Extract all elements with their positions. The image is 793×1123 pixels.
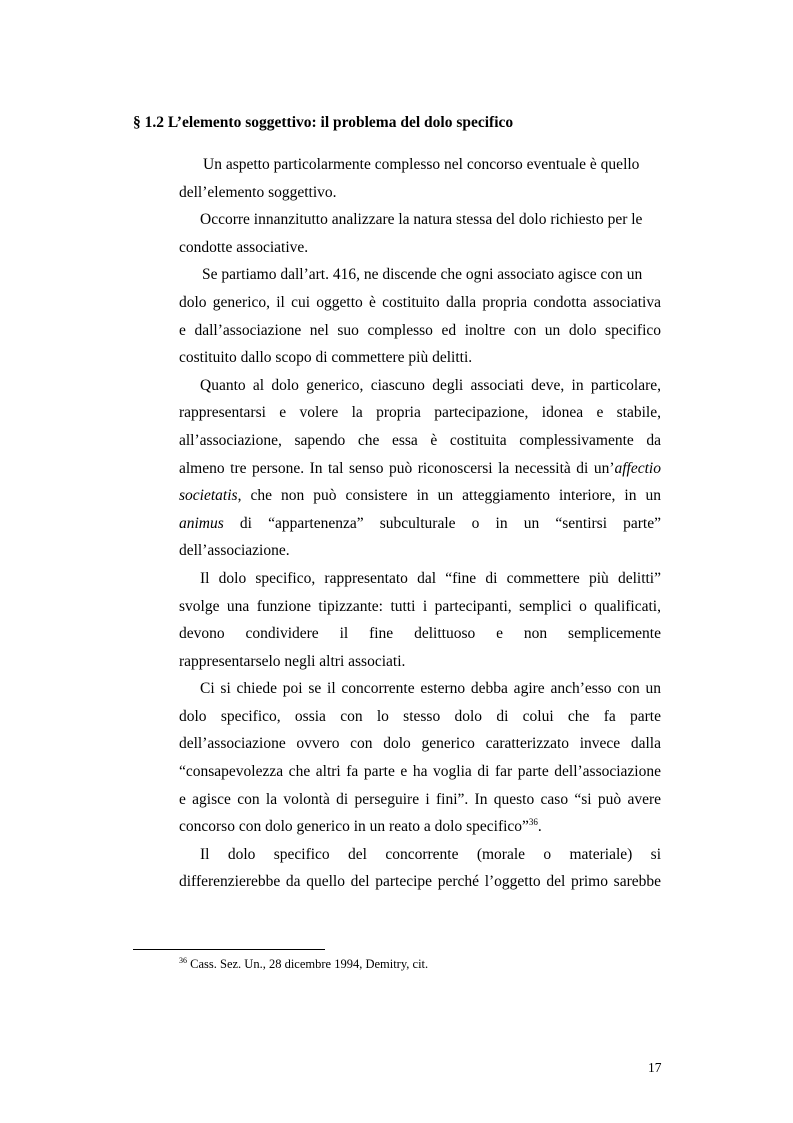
paragraph-line: dell’elemento soggettivo. (179, 183, 337, 201)
footnote-text: Cass. Sez. Un., 28 dicembre 1994, Demitry, cit. (187, 957, 429, 971)
italic-term: animus (179, 514, 224, 532)
paragraph-line: svolge una funzione tipizzante: tutti i partecipanti, semplici o qualificati, (179, 597, 661, 615)
paragraph-line: dell’associazione. (179, 542, 290, 560)
paragraph-line: costituito dallo scopo di commettere più delitti. (179, 349, 473, 367)
footnote-number: 36 (179, 955, 187, 965)
paragraph-line (179, 510, 661, 538)
paragraph-line: e dall’associazione nel suo complesso ed inoltre con un dolo specifico (179, 321, 661, 339)
paragraph-line: dolo generico, il cui oggetto è costituito dalla propria condotta associativa (179, 293, 661, 311)
paragraph-line: Ci si chiede poi se il concorrente esterno debba agire anch’esso con un (200, 680, 661, 698)
paragraph-line: “consapevolezza che altri fa parte e ha voglia di far parte dell’associazione (179, 763, 661, 781)
body-text (179, 151, 661, 896)
section-heading: § 1.2 L’elemento soggettivo: il problema del dolo specifico (133, 114, 514, 131)
italic-term: affectio (614, 459, 661, 477)
paragraph-line: Il dolo specifico del concorrente (morale o materiale) si (200, 845, 661, 863)
footnote (179, 957, 428, 972)
paragraph-line (179, 455, 661, 483)
paragraph-line: condotte associative. (179, 238, 309, 256)
paragraph-line: e agisce con la volontà di perseguire i fini”. In questo caso “si può avere (179, 790, 661, 808)
paragraph-line: dolo specifico, ossia con lo stesso dolo di colui che fa parte (179, 707, 661, 725)
paragraph-line (179, 482, 661, 510)
paragraph-line: rappresentarselo negli altri associati. (179, 652, 406, 670)
paragraph-line: rappresentarsi e volere la propria partecipazione, idonea e stabile, (179, 404, 661, 422)
paragraph-line: all’associazione, sapendo che essa è costituita complessivamente da (179, 431, 661, 449)
paragraph-line: Un aspetto particolarmente complesso nel concorso eventuale è quello (203, 156, 640, 173)
italic-term: societatis (179, 487, 238, 505)
paragraph-line: Se partiamo dall’art. 416, ne discende che ogni associato agisce con un (202, 266, 643, 284)
paragraph-line: Quanto al dolo generico, ciascuno degli associati deve, in particolare, (200, 376, 661, 394)
line-text: . (537, 818, 542, 836)
paragraph-line: Occorre innanzitutto analizzare la natura stessa del dolo richiesto per le (200, 211, 643, 229)
line-text: , che non può consistere in un atteggiamento interiore, in un (237, 487, 661, 505)
footnote-divider (133, 949, 325, 950)
paragraph-line (179, 813, 661, 841)
footnote-reference[interactable]: 36 (528, 817, 538, 828)
paragraph-line: dell’associazione ovvero con dolo generico caratterizzato invece dalla (179, 735, 661, 753)
paragraph-line: Il dolo specifico, rappresentato dal “fine di commettere più delitti” (200, 569, 661, 587)
paragraph-line: devono condividere il fine delittuoso e non semplicemente (179, 625, 661, 643)
paragraph-line: differenzierebbe da quello del partecipe perché l’oggetto del primo sarebbe (179, 873, 661, 891)
line-text: di “appartenenza” subculturale o in un “sentirsi parte” (223, 514, 661, 532)
page-number: 17 (648, 1060, 662, 1075)
line-text: almeno tre persone. In tal senso può riconoscersi la necessità di un’ (179, 459, 615, 477)
line-text: concorso con dolo generico in un reato a dolo specifico” (179, 818, 529, 836)
